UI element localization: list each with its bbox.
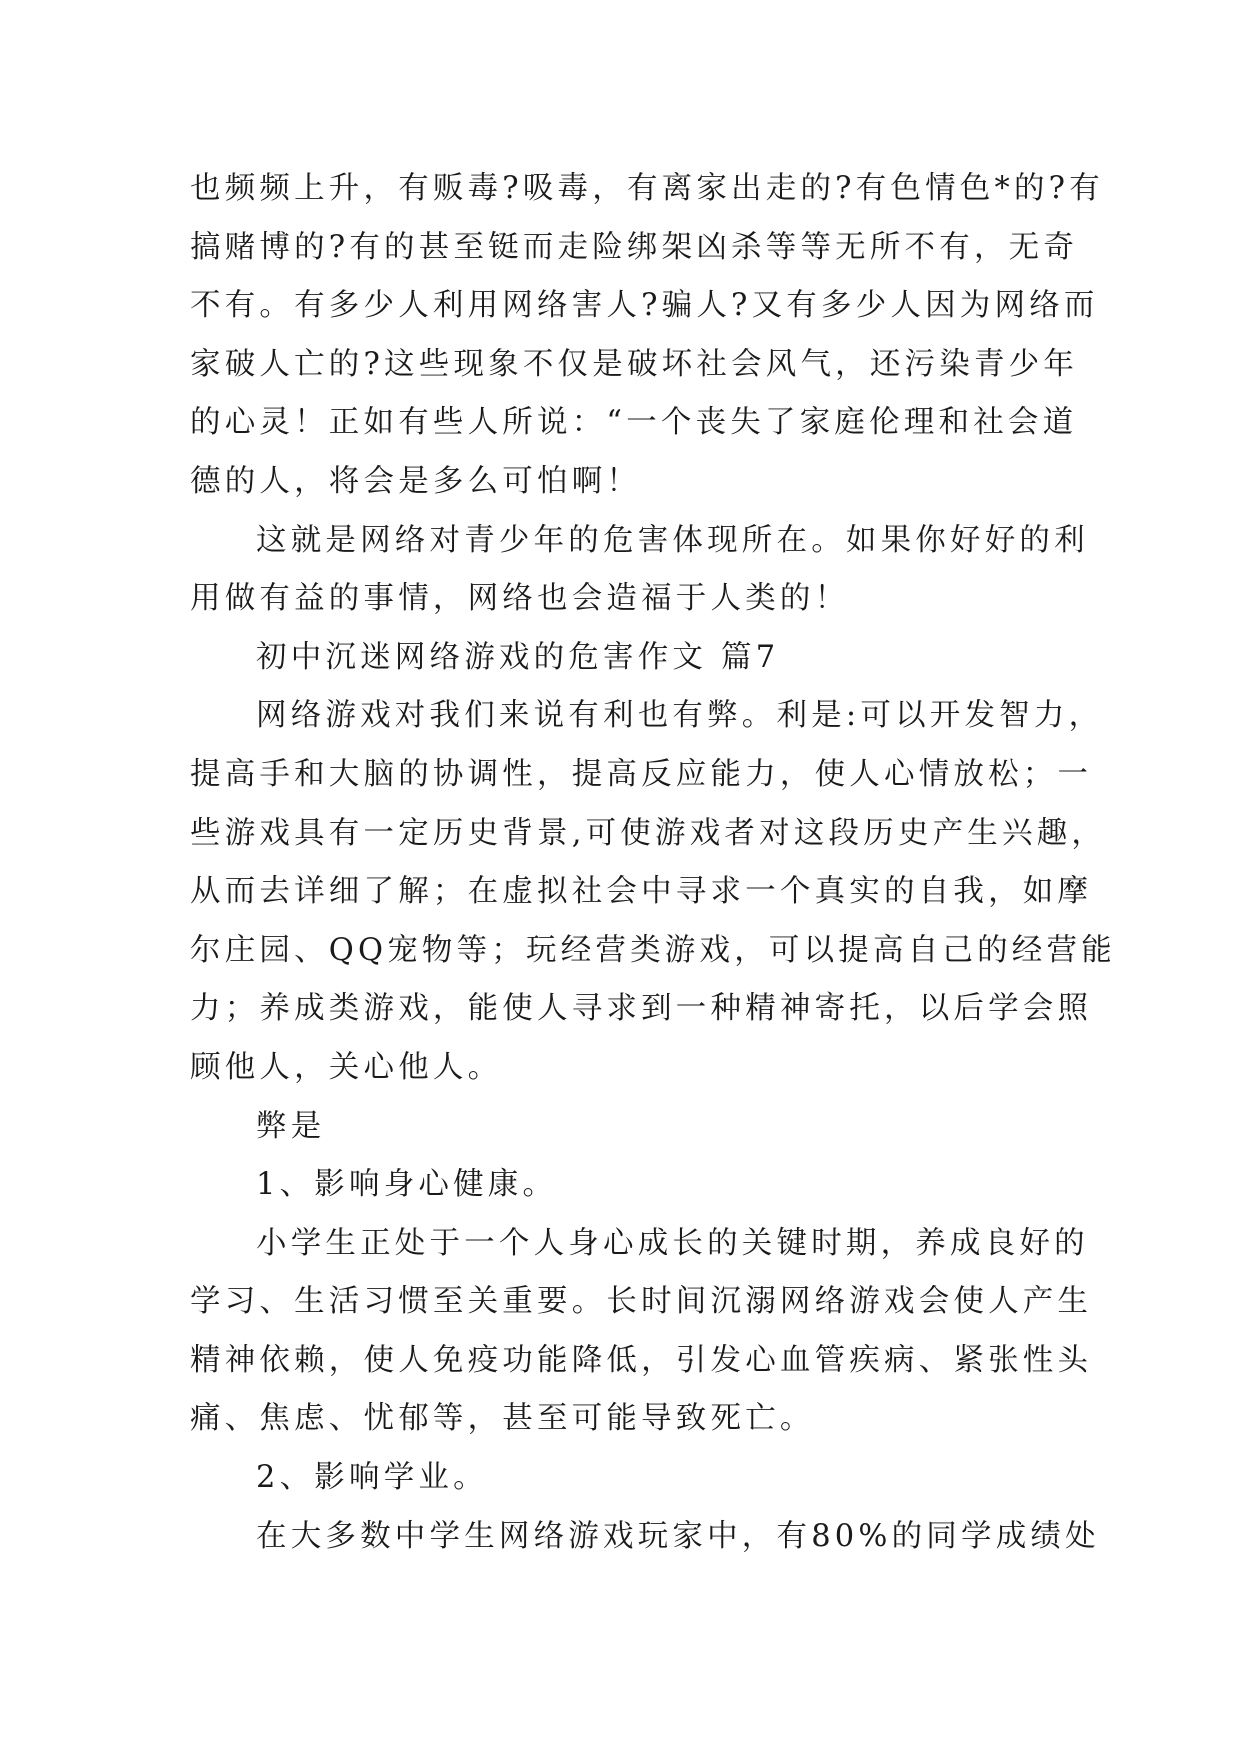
text-line: 学习、生活习惯至关重要。长时间沉溺网络游戏会使人产生 (190, 1284, 1093, 1320)
text-line: 从而去详细了解；在虚拟社会中寻求一个真实的自我，如摩 (190, 874, 1093, 910)
text-line: 这就是网络对青少年的危害体现所在。如果你好好的利 (256, 522, 1089, 558)
text-line: 在大多数中学生网络游戏玩家中，有80%的同学成绩处 (256, 1518, 1100, 1554)
text-line: 痛、焦虑、忧郁等，甚至可能导致死亡。 (190, 1401, 815, 1437)
text-line: 精神依赖，使人免疫功能降低，引发心血管疾病、紧张性头 (190, 1342, 1093, 1378)
text-line: 也频频上升，有贩毒?吸毒，有离家出走的?有色情色*的?有 (190, 171, 1104, 206)
document-body (190, 160, 1116, 1566)
text-line: 的心灵！正如有些人所说：“一个丧失了家庭伦理和社会道 (190, 405, 1078, 441)
text-line: 家破人亡的?这些现象不仅是破坏社会风气，还污染青少年 (190, 346, 1079, 382)
text-line: 顾他人，关心他人。 (190, 1049, 503, 1085)
text-line: 提高手和大脑的协调性，提高反应能力，使人心情放松；一 (190, 756, 1093, 792)
text-line: 力；养成类游戏，能使人寻求到一种精神寄托，以后学会照 (190, 991, 1093, 1027)
text-line: 德的人，将会是多么可怕啊！ (190, 463, 642, 499)
text-line: 小学生正处于一个人身心成长的关键时期，养成良好的 (256, 1225, 1089, 1261)
numbered-point: 2、影响学业。 (256, 1460, 488, 1496)
text-line: 用做有益的事情，网络也会造福于人类的！ (190, 581, 850, 617)
numbered-point: 1、影响身心健康。 (256, 1167, 558, 1203)
section-heading: 初中沉迷网络游戏的危害作文 篇7 (256, 639, 780, 675)
text-line: 些游戏具有一定历史背景,可使游戏者对这段历史产生兴趣， (190, 815, 1107, 851)
text-line: 网络游戏对我们来说有利也有弊。利是:可以开发智力， (256, 698, 1104, 734)
text-line: 尔庄园、QQ宠物等；玩经营类游戏，可以提高自己的经营能 (190, 932, 1116, 968)
text-line: 不有。有多少人利用网络害人?骗人?又有多少人因为网络而 (190, 288, 1099, 324)
subheading: 弊是 (256, 1108, 326, 1144)
text-line: 搞赌博的?有的甚至铤而走险绑架凶杀等等无所不有，无奇 (190, 229, 1079, 265)
